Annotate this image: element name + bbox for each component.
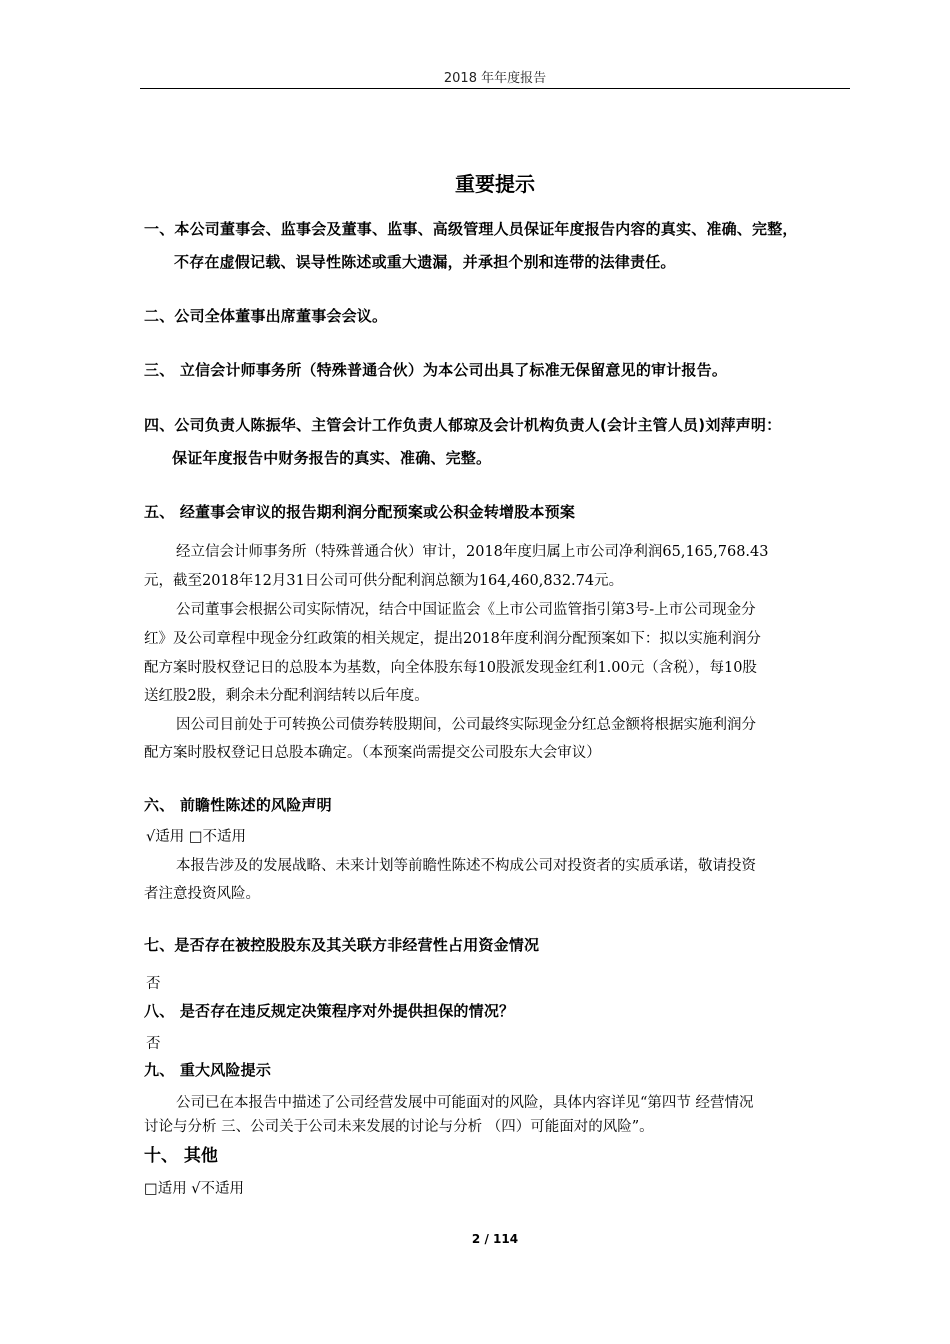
page-number: 2 / 114 (471, 1232, 519, 1246)
item-2: 二、公司全体董事出席董事会会议。 (144, 307, 388, 325)
item-6-applicability: √适用 □不适用 (146, 829, 247, 845)
item-9-heading: 九、 重大风险提示 (144, 1061, 272, 1079)
running-header: 2018 年年度报告 (443, 71, 547, 86)
item-5-para-3-line-2: 配方案时股权登记日总股本确定。（本预案尚需提交公司股东大会审议） (144, 745, 601, 761)
item-5-para-2-line-1: 公司董事会根据公司实际情况，结合中国证监会《上市公司监管指引第3号-上市公司现金分 (176, 602, 756, 618)
item-5-para-2-line-3: 配方案时股权登记日的总股本为基数，向全体股东每10股派发现金红利1.00元（含税），每10股 (144, 660, 757, 676)
item-9-para-line-1: 公司已在本报告中描述了公司经营发展中可能面对的风险，具体内容详见“第四节 经营情况 (176, 1095, 754, 1111)
item-1-line-2: 不存在虚假记载、误导性陈述或重大遗漏，并承担个别和连带的法律责任。 (174, 253, 676, 271)
item-8-answer: 否 (146, 1036, 161, 1052)
item-9-para-line-2: 讨论与分析 三、公司关于公司未来发展的讨论与分析 （四）可能面对的风险”。 (144, 1119, 654, 1135)
item-3: 三、 立信会计师事务所（特殊普通合伙）为本公司出具了标准无保留意见的审计报告。 (144, 361, 728, 379)
item-5-heading: 五、 经董事会审议的报告期利润分配预案或公积金转增股本预案 (144, 503, 576, 521)
item-5-para-1-line-2: 元，截至2018年12月31日公司可供分配利润总额为164,460,832.74元。 (144, 573, 624, 589)
item-7-answer: 否 (146, 976, 161, 992)
item-5-para-1-line-1: 经立信会计师事务所（特殊普通合伙）审计，2018年度归属上市公司净利润65,165,768.43 (176, 544, 769, 560)
item-10-applicability: □适用 √不适用 (144, 1181, 245, 1197)
item-4-line-1: 四、公司负责人陈振华、主管会计工作负责人郁琼及会计机构负责人(会计主管人员)刘萍声明： (144, 416, 782, 434)
item-10-heading: 十、 其他 (144, 1146, 218, 1166)
item-8-heading: 八、 是否存在违反规定决策程序对外提供担保的情况？ (144, 1002, 515, 1020)
item-1-line-1: 一、本公司董事会、监事会及董事、监事、高级管理人员保证年度报告内容的真实、准确、完整， (144, 220, 798, 238)
page-title: 重要提示 (455, 172, 535, 196)
item-6-heading: 六、 前瞻性陈述的风险声明 (144, 796, 332, 814)
item-5-para-2-line-4: 送红股2股，剩余未分配利润结转以后年度。 (144, 688, 429, 704)
item-6-para-line-2: 者注意投资风险。 (144, 886, 260, 902)
item-5-para-2-line-2: 红》及公司章程中现金分红政策的相关规定，提出2018年度利润分配预案如下：拟以实施利润分 (144, 631, 761, 647)
item-7-heading: 七、是否存在被控股股东及其关联方非经营性占用资金情况 (144, 936, 540, 954)
item-5-para-3-line-1: 因公司目前处于可转换公司债券转股期间，公司最终实际现金分红总金额将根据实施利润分 (176, 717, 756, 733)
item-4-line-2: 保证年度报告中财务报告的真实、准确、完整。 (172, 449, 492, 467)
header-divider (140, 88, 850, 89)
item-6-para-line-1: 本报告涉及的发展战略、未来计划等前瞻性陈述不构成公司对投资者的实质承诺，敬请投资 (176, 858, 756, 874)
